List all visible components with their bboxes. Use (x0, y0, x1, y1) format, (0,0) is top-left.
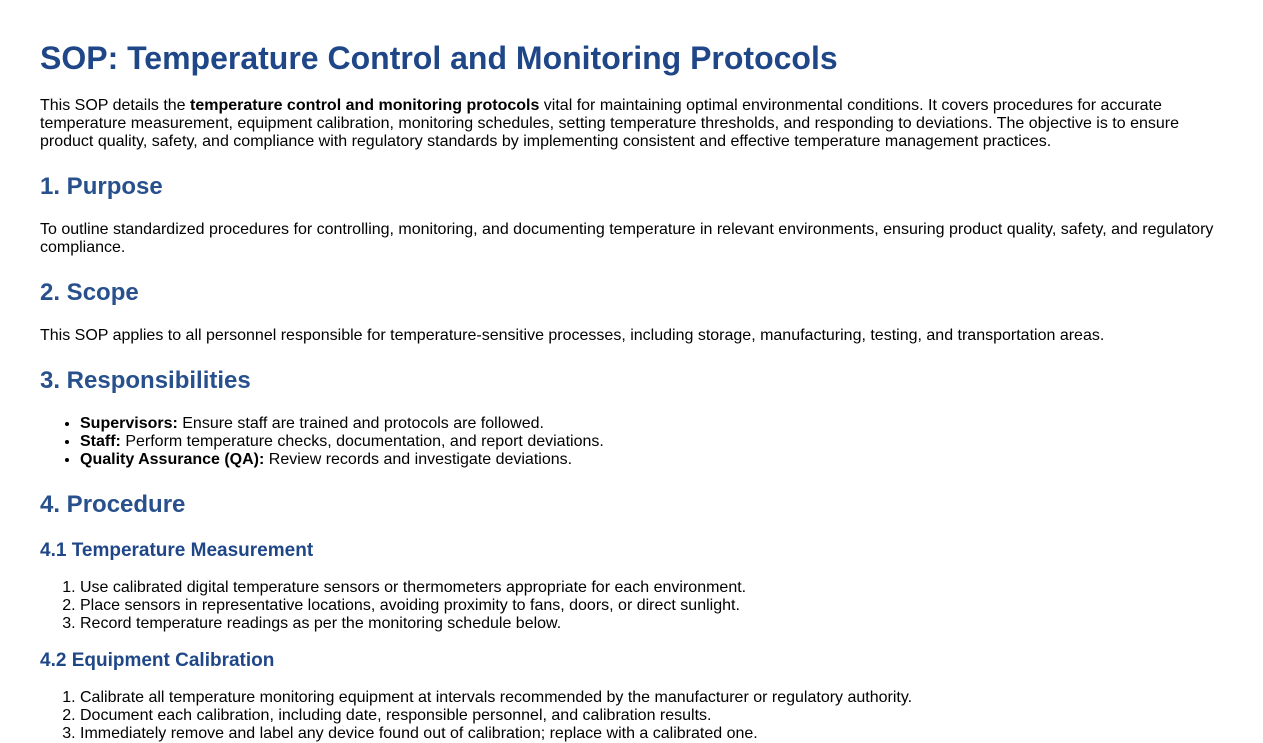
list-item (80, 451, 1223, 469)
intro-text-end: vital for maintaining optimal environmental conditions. It covers procedures for accurate temperature measurement, equipment calibration, monitoring schedules, setting temperature thresholds, and responding to deviations. The objective is to ensure product quality, safety, and compliance with regulatory standards by implementing consistent and effective temperature management practices. (40, 97, 1180, 150)
page-title: SOP: Temperature Control and Monitoring Protocols (40, 40, 838, 76)
purpose-text: To outline standardized procedures for controlling, monitoring, and documenting temperature in relevant environments, ensuring product quality, safety, and regulatory compliance. (40, 221, 1214, 256)
role-description: Review records and investigate deviations. (264, 451, 573, 468)
list-item: 1. Calibrate all temperature monitoring equipment at intervals recommended by the manufacturer or regulatory authority. (80, 689, 1223, 707)
role-description: Ensure staff are trained and protocols are followed. (177, 415, 544, 432)
list-item: 3. Immediately remove and label any device found out of calibration; replace with a calibrated one. (80, 725, 1223, 743)
intro-text-start: This SOP details the (40, 97, 190, 114)
role-label: Supervisors: (80, 415, 178, 432)
measurement-steps-list (40, 579, 1223, 633)
role-label: Quality Assurance (QA): (80, 451, 265, 468)
list-item: 1. Use calibrated digital temperature sensors or thermometers appropriate for each environment. (80, 579, 1223, 597)
calibration-subheading: 4.2 Equipment Calibration (40, 650, 275, 671)
calibration-steps-list (40, 689, 1223, 743)
purpose-heading: 1. Purpose (40, 173, 163, 200)
list-item: 2. Place sensors in representative locations, avoiding proximity to fans, doors, or direct sunlight. (80, 597, 1223, 615)
list-item: 3. Record temperature readings as per the monitoring schedule below. (80, 615, 1223, 633)
role-label: Staff: (80, 433, 121, 450)
list-item (80, 415, 1223, 433)
procedure-heading: 4. Procedure (40, 491, 186, 518)
scope-heading: 2. Scope (40, 279, 139, 306)
intro-text-bold: temperature control and monitoring protocols (190, 97, 540, 114)
list-item (80, 433, 1223, 451)
responsibilities-list (40, 415, 1223, 469)
role-description: Perform temperature checks, documentation, and report deviations. (120, 433, 604, 450)
responsibilities-heading: 3. Responsibilities (40, 367, 251, 394)
measurement-subheading: 4.1 Temperature Measurement (40, 540, 314, 561)
scope-text: This SOP applies to all personnel responsible for temperature-sensitive processes, including storage, manufacturing, testing, and transportation areas. (40, 327, 1105, 344)
intro-paragraph (40, 97, 1223, 151)
list-item: 2. Document each calibration, including date, responsible personnel, and calibration results. (80, 707, 1223, 725)
